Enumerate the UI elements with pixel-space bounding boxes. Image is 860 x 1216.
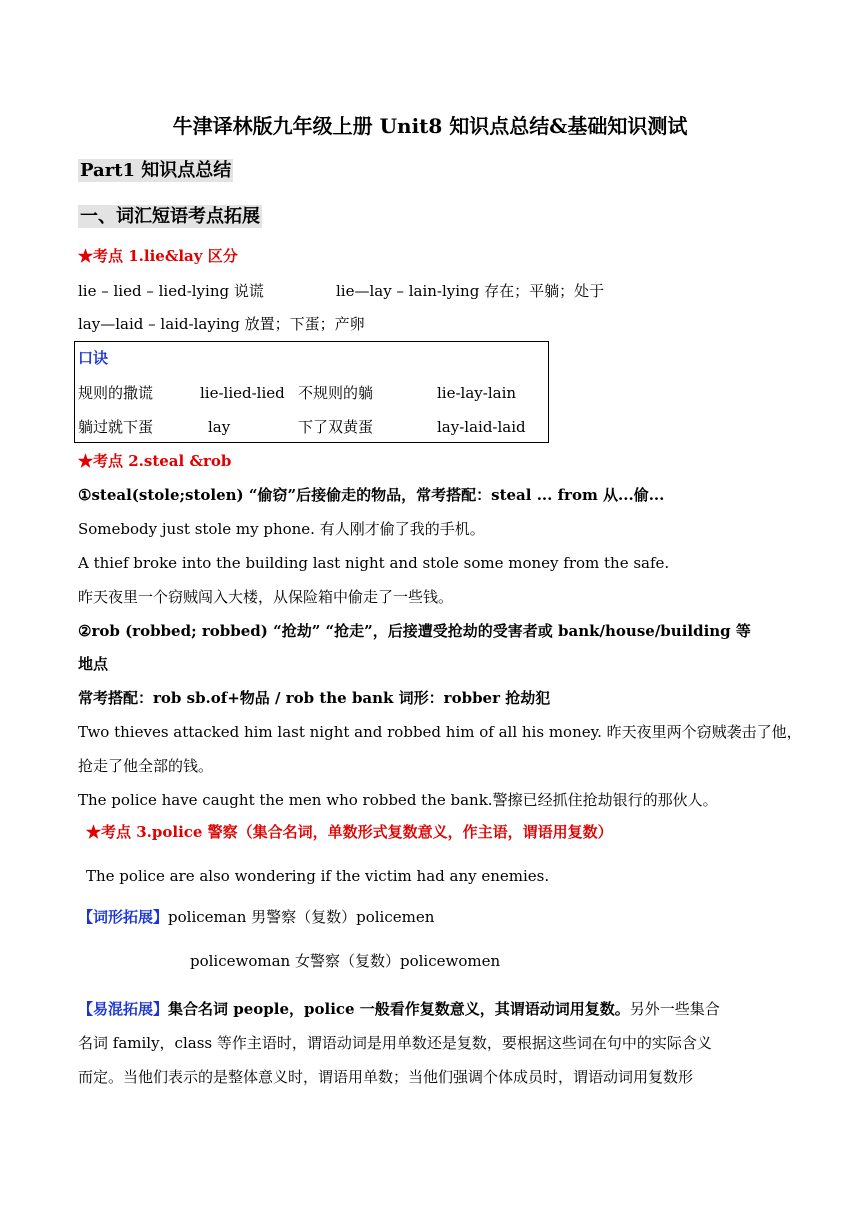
k3-confuse-line3: 而定。当他们表示的是整体意义时，谓语用单数；当他们强调个体成员时，谓语动词用复数形 (78, 1068, 694, 1086)
mnemonic-r2c1: 躺过就下蛋 (78, 418, 154, 436)
wordform-tag: 【词形拓展】 (78, 908, 169, 926)
k3-heading: ★考点 3.police 警察（集合名词，单数形式复数意义，作主语，谓语用复数） (86, 823, 613, 841)
k3-example: The police are also wondering if the victim had any enemies. (86, 867, 550, 885)
k1-line1-b: lie—lay – lain-lying 存在；平躺；处于 (336, 282, 605, 300)
mnemonic-label: 口诀 (78, 349, 109, 367)
document-title: 牛津译林版九年级上册 Unit8 知识点总结&基础知识测试 (172, 114, 688, 138)
k2-example-3-line2: 抢走了他全部的钱。 (78, 757, 214, 775)
k2-rob-rule-1: ②rob (robbed; robbed) “抢劫” “抢走”，后接遭受抢劫的受害者或 bank/house/building 等 (78, 622, 751, 640)
wordform-text-1: policeman 男警察（复数）policemen (168, 908, 435, 926)
part1-label: Part1 知识点总结 (80, 160, 232, 181)
k2-example-1: Somebody just stole my phone. 有人刚才偷了我的手机。 (78, 520, 485, 538)
k2-heading: ★考点 2.steal &rob (78, 452, 232, 470)
k1-heading: ★考点 1.lie&lay 区分 (78, 247, 238, 265)
mnemonic-r1c1: 规则的撒谎 (78, 384, 154, 402)
mnemonic-r2c2: lay (208, 418, 231, 436)
confuse-tag: 【易混拓展】 (78, 1000, 169, 1018)
section1-label: 一、词汇短语考点拓展 (80, 206, 260, 227)
k2-rob-rule-2: 地点 (78, 655, 109, 673)
k2-example-2-en: A thief broke into the building last night and stole some money from the safe. (78, 554, 670, 572)
confuse-bold-text: 集合名词 people，police 一般看作复数意义，其谓语动词用复数。 (168, 1000, 630, 1018)
mnemonic-r1c2: lie-lied-lied (200, 384, 285, 402)
section1-heading (78, 207, 262, 227)
mnemonic-r2c4: lay-laid-laid (437, 418, 526, 436)
k3-wordform-line2: policewoman 女警察（复数）policewomen (190, 952, 501, 970)
k3-wordform-line1 (78, 907, 434, 927)
k2-steal-rule: ①steal(stole;stolen) “偷窃”后接偷走的物品，常考搭配：steal ... from 从...偷... (78, 486, 665, 504)
k2-rob-collocation: 常考搭配：rob sb.of+物品 / rob the bank 词形：robber 抢劫犯 (78, 689, 551, 707)
k1-line1-a: lie – lied – lied-lying 说谎 (78, 282, 264, 300)
k3-confuse-line1 (78, 999, 720, 1019)
mnemonic-r1c4: lie-lay-lain (437, 384, 517, 402)
confuse-text-1: 另外一些集合 (629, 1000, 720, 1018)
k2-example-4: The police have caught the men who robbed the bank.警擦已经抓住抢劫银行的那伙人。 (78, 791, 718, 809)
k2-example-2-cn: 昨天夜里一个窃贼闯入大楼，从保险箱中偷走了一些钱。 (78, 588, 454, 606)
k1-line2: lay—laid – laid-laying 放置；下蛋；产卵 (78, 315, 365, 333)
k3-confuse-line2: 名词 family，class 等作主语时，谓语动词是用单数还是复数，要根据这些词在句中的实际含义 (78, 1034, 712, 1052)
part1-heading (78, 161, 233, 181)
mnemonic-r1c3: 不规则的躺 (298, 384, 374, 402)
k2-example-3-line1: Two thieves attacked him last night and robbed him of all his money. 昨天夜里两个窃贼袭击了他， (78, 723, 802, 741)
mnemonic-r2c3: 下了双黄蛋 (298, 418, 374, 436)
